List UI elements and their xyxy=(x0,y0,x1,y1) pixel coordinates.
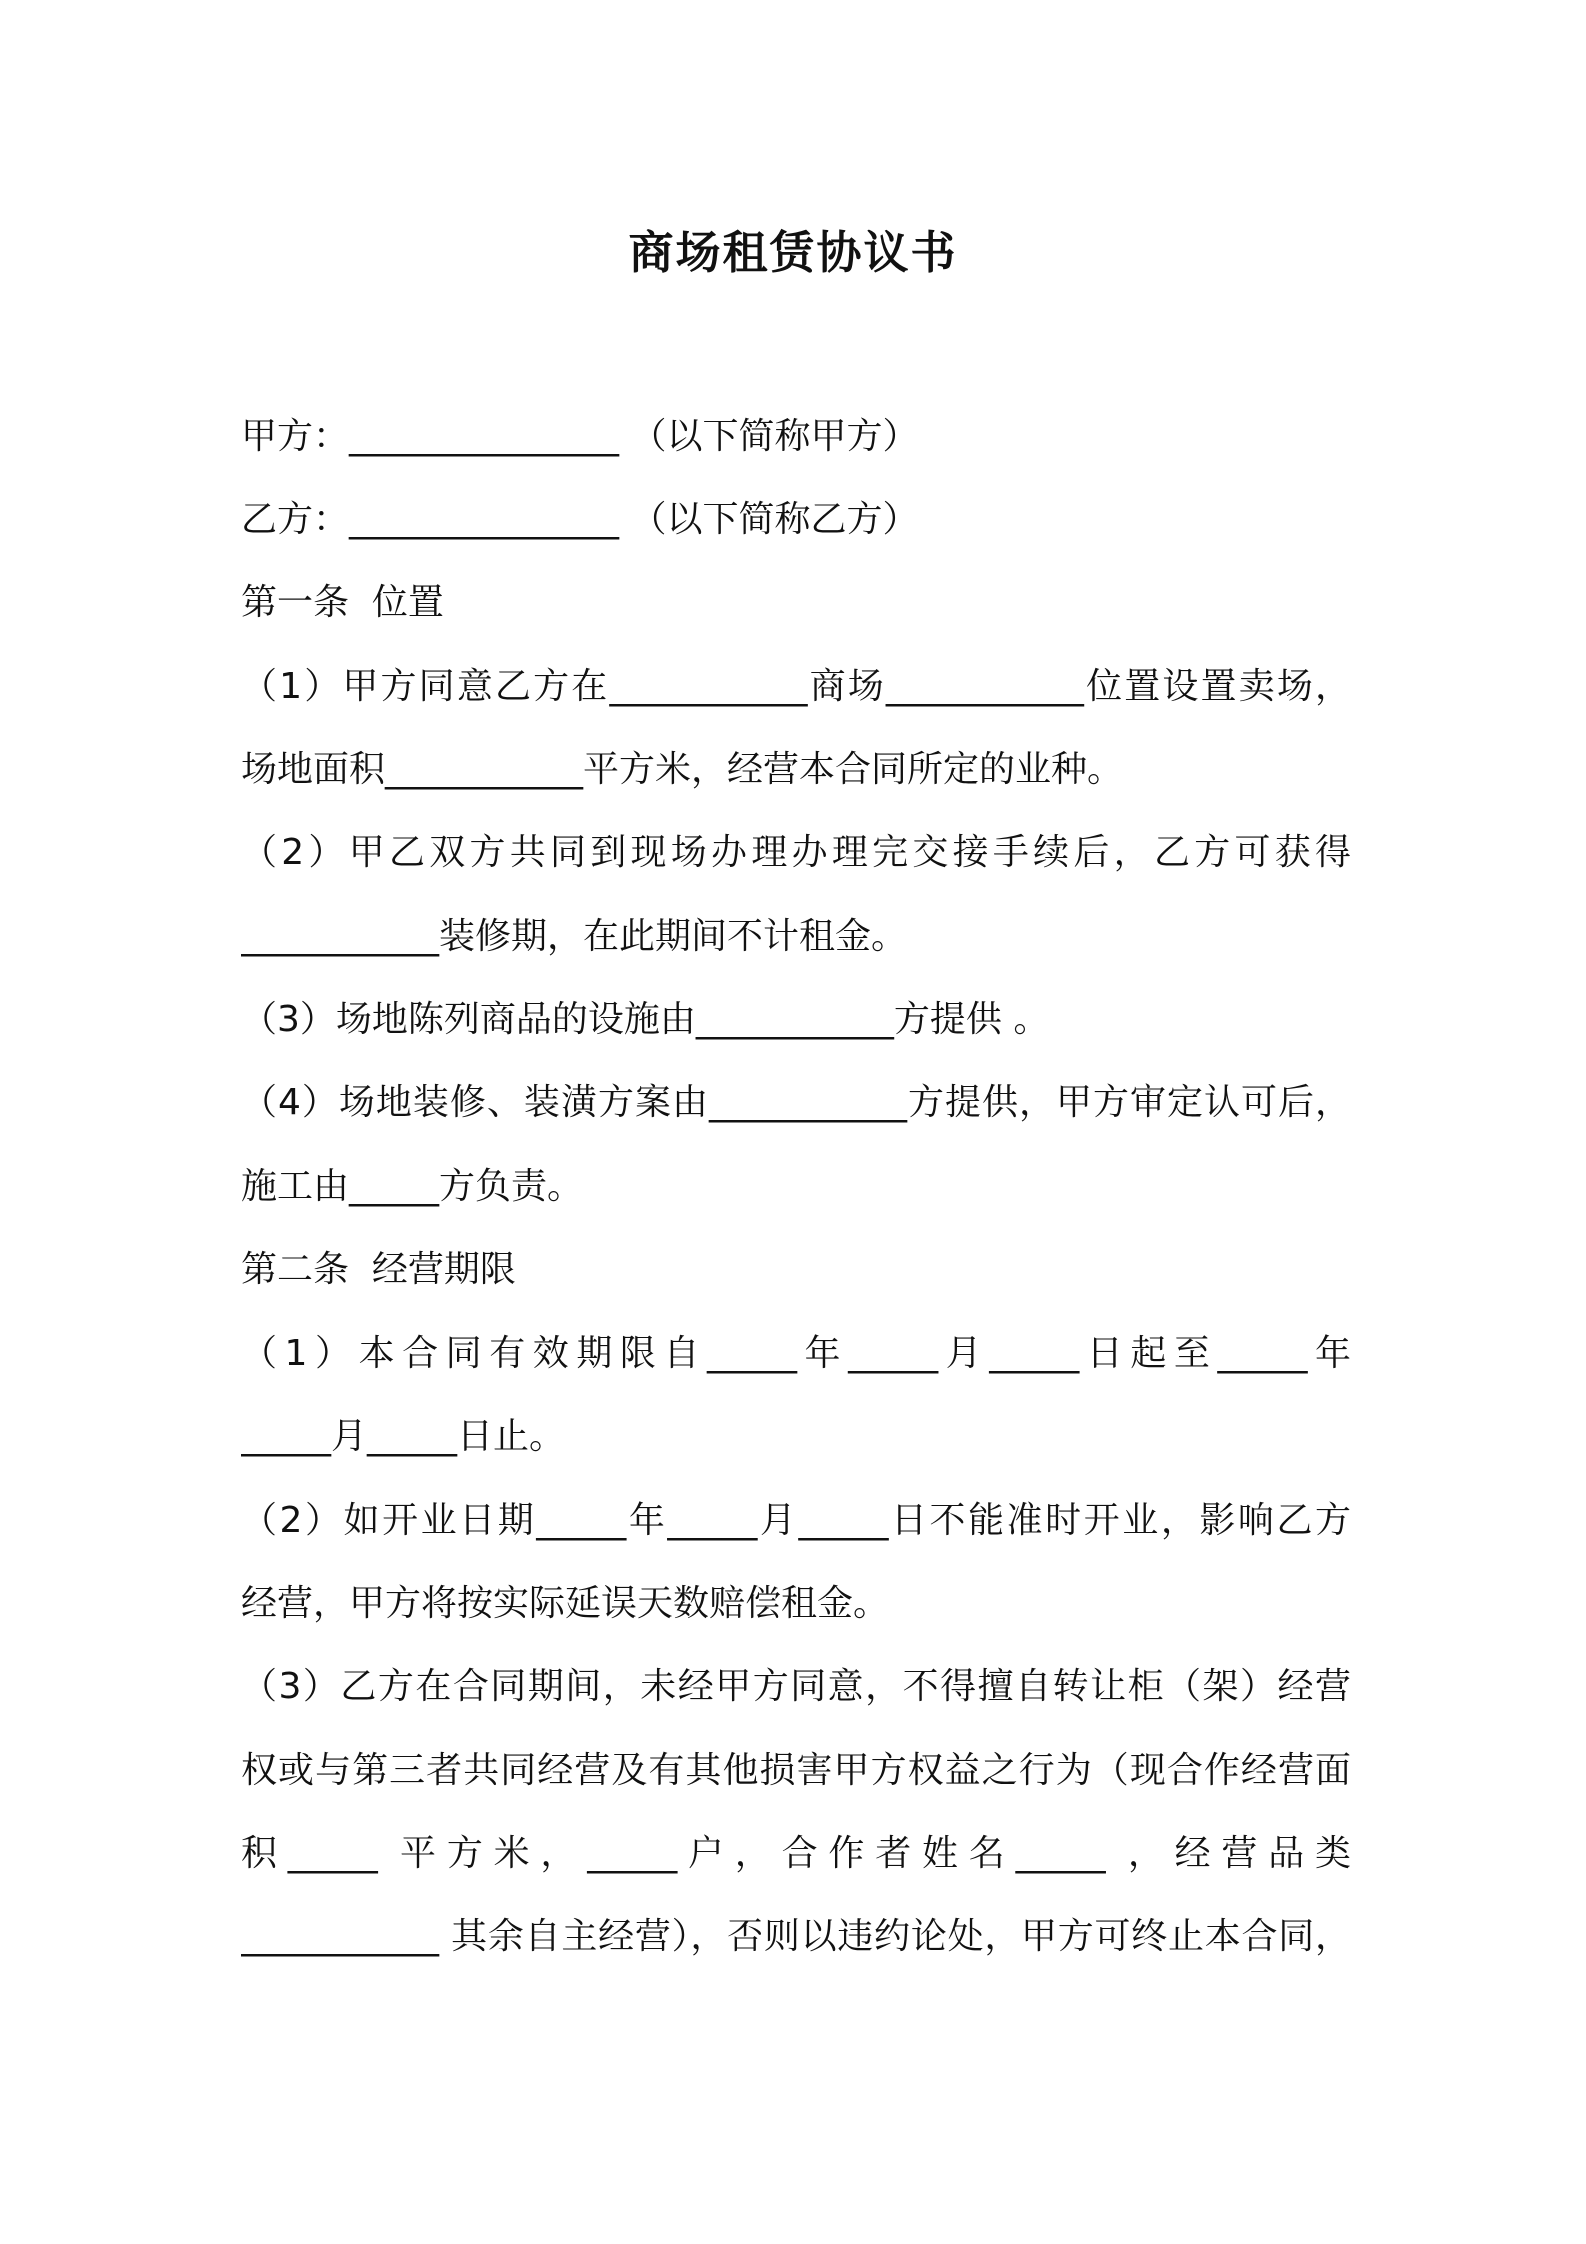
article-2-item-3-line-2: 权或与第三者共同经营及有其他损害甲方权益之行为（现合作经营面 xyxy=(241,1750,1351,1791)
article-2-item-1-line-1: （1）本合同有效期限自_____年_____月_____日起至_____年 xyxy=(241,1333,1351,1374)
article-2-item-1-line-2: _____月_____日止。 xyxy=(241,1416,566,1457)
article-2-item-3-line-3: 积_____ 平方米，_____户，合作者姓名_____ ，经营品类 xyxy=(241,1833,1351,1874)
document-title: 商场租赁协议书 xyxy=(628,226,958,279)
article-2-item-3-line-4: ___________ 其余自主经营），否则以违约论处，甲方可终止本合同， xyxy=(241,1916,1351,1957)
article-2-heading: 第二条 经营期限 xyxy=(241,1249,516,1290)
article-1-item-4-line-1: （4）场地装修、装潢方案由___________方提供，甲方审定认可后， xyxy=(241,1082,1351,1123)
article-1-heading: 第一条 位置 xyxy=(241,582,444,623)
article-1-item-4-line-2: 施工由_____方负责。 xyxy=(241,1166,584,1207)
article-2-item-2-line-1: （2）如开业日期_____年_____月_____日不能准时开业，影响乙方 xyxy=(241,1500,1351,1541)
article-1-item-1-line-2: 场地面积___________平方米，经营本合同所定的业种。 xyxy=(241,749,1124,790)
party-a-line: 甲方：_______________ （以下简称甲方） xyxy=(241,416,919,457)
article-2-item-3-line-1: （3）乙方在合同期间，未经甲方同意，不得擅自转让柜（架）经营 xyxy=(241,1666,1351,1707)
article-1-item-3: （3）场地陈列商品的设施由___________方提供 。 xyxy=(241,999,1050,1040)
article-1-item-2-line-1: （2）甲乙双方共同到现场办理办理完交接手续后，乙方可获得 xyxy=(241,832,1351,873)
article-1-item-1-line-1: （1）甲方同意乙方在___________商场___________位置设置卖场， xyxy=(241,666,1351,707)
article-2-item-2-line-2: 经营，甲方将按实际延误天数赔偿租金。 xyxy=(241,1583,890,1624)
party-b-line: 乙方：_______________ （以下简称乙方） xyxy=(241,499,919,540)
article-1-item-2-line-2: ___________装修期，在此期间不计租金。 xyxy=(241,916,908,957)
